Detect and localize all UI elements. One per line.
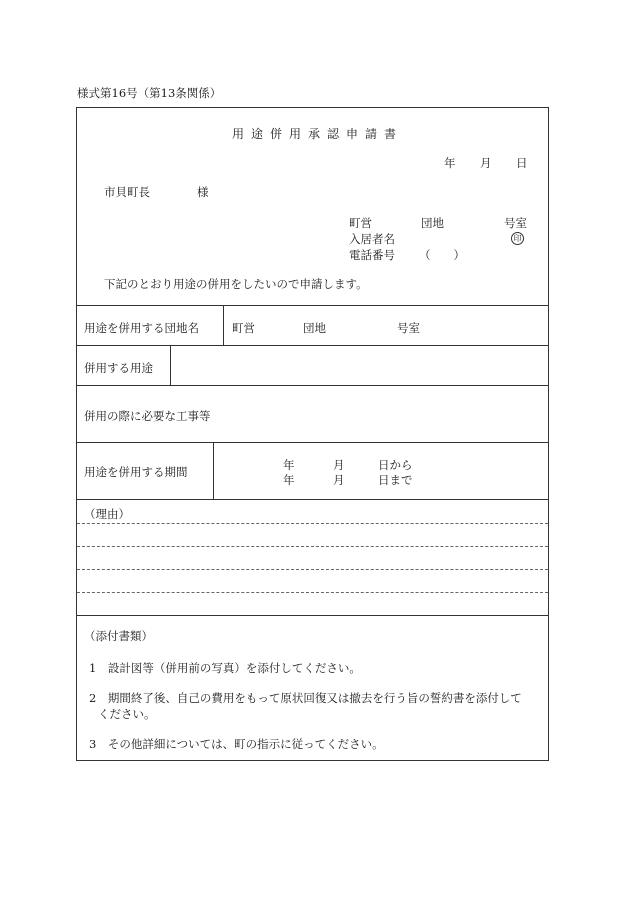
date-month-label: 月 xyxy=(480,156,492,170)
applicant-danchi: 団地 xyxy=(421,216,444,230)
works-row-label: 併用の際に必要な工事等 xyxy=(84,409,211,423)
divider xyxy=(170,345,171,385)
divider xyxy=(77,615,548,616)
divider xyxy=(77,442,548,443)
divider xyxy=(77,385,548,386)
period-to-year: 年 xyxy=(283,473,295,487)
divider xyxy=(77,305,548,306)
applicant-room: 号室 xyxy=(504,216,527,230)
applicant-phone-label: 電話番号 xyxy=(349,248,395,262)
attachments-header: （添付書類） xyxy=(84,629,153,643)
attachments-item-1: 1 設計図等（併用前の写真）を添付してください。 xyxy=(89,661,361,675)
reason-label: （理由） xyxy=(84,507,130,521)
date-year-label: 年 xyxy=(444,156,456,170)
attachments-item-2-line-2: ください。 xyxy=(98,707,156,721)
application-form xyxy=(76,107,549,761)
period-from-day: 日から xyxy=(378,458,413,472)
addressee-honorific: 様 xyxy=(197,185,209,199)
divider xyxy=(213,442,214,499)
attachments-item-2-line-1: 2 期間終了後、自己の費用をもって原状回復又は撤去を行う旨の誓約書を添付して xyxy=(89,691,522,705)
period-from-year: 年 xyxy=(283,458,295,472)
reason-dotted-line xyxy=(77,592,548,593)
use-row-label: 併用する用途 xyxy=(84,361,153,375)
divider xyxy=(77,499,548,500)
applicant-phone-parens: （ ） xyxy=(419,248,465,262)
applicant-resident-name-label: 入居者名 xyxy=(349,232,395,246)
seal-mark: 印 xyxy=(511,232,524,245)
reason-dotted-line xyxy=(77,569,548,570)
period-to-day: 日まで xyxy=(378,473,413,487)
divider xyxy=(223,305,224,345)
form-number: 様式第16号（第13条関係） xyxy=(77,86,222,100)
period-to-month: 月 xyxy=(333,473,345,487)
date-day-label: 日 xyxy=(516,156,528,170)
divider xyxy=(77,345,548,346)
danchi-row-label: 用途を併用する団地名 xyxy=(84,321,199,335)
period-from-month: 月 xyxy=(333,458,345,472)
addressee-name: 市貝町長 xyxy=(104,185,150,199)
danchi-row-town: 町営 xyxy=(232,321,255,335)
period-row-label: 用途を併用する期間 xyxy=(84,465,188,479)
intro-text: 下記のとおり用途の併用をしたいので申請します。 xyxy=(104,277,368,291)
danchi-row-room: 号室 xyxy=(397,321,420,335)
danchi-row-danchi: 団地 xyxy=(303,321,326,335)
applicant-town-estate: 町営 xyxy=(349,216,372,230)
form-title: 用途併用承認申請書 xyxy=(232,127,404,141)
reason-dotted-line xyxy=(77,546,548,547)
reason-dotted-line xyxy=(77,523,548,524)
attachments-item-3: 3 その他詳細については、町の指示に従ってください。 xyxy=(89,737,384,751)
